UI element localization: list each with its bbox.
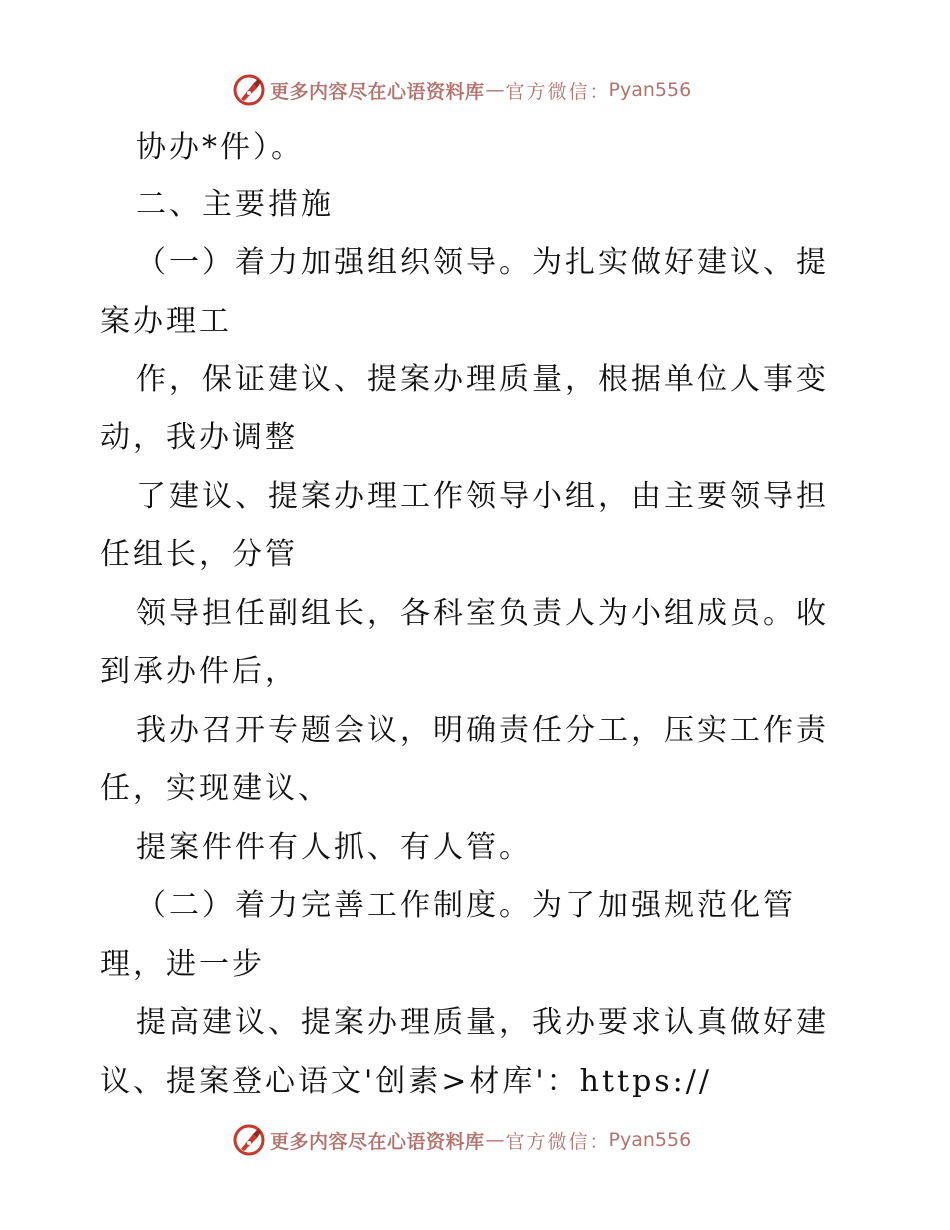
text-line: 领导担任副组长，各科室负责人为小组成员。收 xyxy=(136,596,829,631)
text-line: 我办召开专题会议，明确责任分工，压实工作责 xyxy=(136,713,829,748)
text-line: 动，我办调整 xyxy=(100,420,298,455)
banner-dash: — xyxy=(485,79,505,101)
banner-wechat-id: Pyan556 xyxy=(608,1129,692,1151)
banner-brand: 更多内容尽在心语资料库 xyxy=(270,80,485,103)
pen-nib-logo-icon xyxy=(232,73,266,107)
text-line: 协办*件）。 xyxy=(136,130,304,165)
banner-wechat-label: 官方微信 xyxy=(505,1130,590,1153)
text-line: 作，保证建议、提案办理质量，根据单位人事变 xyxy=(136,362,829,397)
text-line: 到承办件后， xyxy=(100,654,298,689)
text-line: 案办理工 xyxy=(100,304,232,339)
text-line: 提案件件有人抓、有人管。 xyxy=(136,830,532,865)
header-banner xyxy=(232,72,691,108)
text-line: 了建议、提案办理工作领导小组，由主要领导担 xyxy=(136,479,829,514)
pen-nib-logo-icon xyxy=(232,1123,266,1157)
banner-brand: 更多内容尽在心语资料库 xyxy=(270,1130,485,1153)
section-heading: 二、主要措施 xyxy=(136,187,334,222)
banner-wechat-label: 官方微信 xyxy=(505,80,590,103)
text-line: 议、提案登心语文'创素>材库'：https:// xyxy=(100,1064,712,1099)
text-line: 理，进一步 xyxy=(100,947,265,982)
banner-colon: ： xyxy=(589,80,609,103)
banner-colon: ： xyxy=(589,1130,609,1153)
footer-banner xyxy=(232,1122,691,1158)
banner-dash: — xyxy=(485,1129,505,1151)
text-line: 任组长，分管 xyxy=(100,537,298,572)
text-line: 提高建议、提案办理质量，我办要求认真做好建 xyxy=(136,1005,829,1040)
banner-wechat-id: Pyan556 xyxy=(608,79,692,101)
text-line: 任，实现建议、 xyxy=(100,771,331,806)
text-line: （一）着力加强组织领导。为扎实做好建议、提 xyxy=(136,245,829,280)
text-line: （二）着力完善工作制度。为了加强规范化管 xyxy=(136,888,796,923)
